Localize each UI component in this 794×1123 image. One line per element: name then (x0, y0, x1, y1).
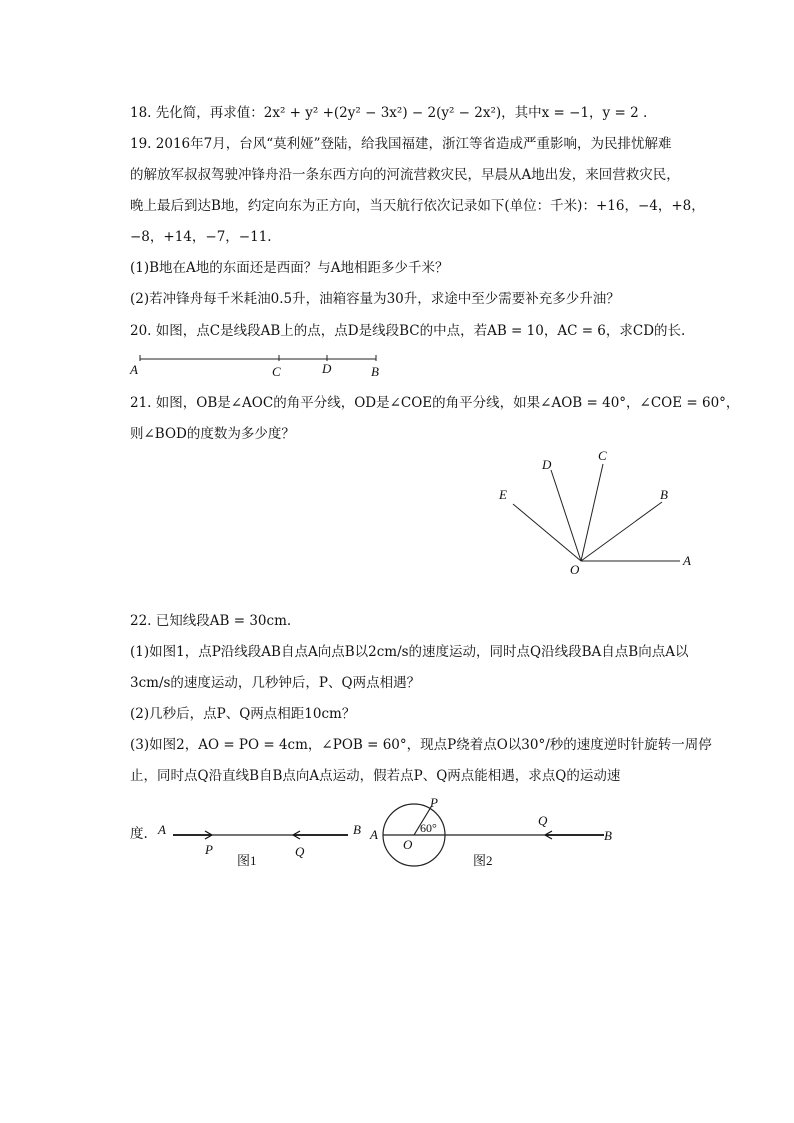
fig2-label-o: O (403, 837, 413, 852)
fig2-caption: 图2 (473, 853, 493, 868)
q18-line-1: 18. 先化简，再求值：2x² + y² +(2y² − 3x²) − 2(y² − 2x²)，其中x = −1，y = 2 . (130, 105, 648, 121)
q21-label-b: B (660, 487, 668, 502)
q21-line-1: 21. 如图，OB是∠AOC的角平分线，OD是∠COE的角平分线，如果∠AOB = 40°，∠COE = 60°， (130, 395, 740, 411)
q19-line-4: −8，+14，−7，−11. (130, 229, 272, 245)
q21-label-o: O (570, 562, 580, 577)
q22-figure-1 (150, 818, 370, 868)
q19-sub-1: (1)B地在A地的东面还是西面？与A地相距多少千米？ (130, 260, 449, 276)
q22-sub-3b: 止，同时点Q沿直线B自B点向A点运动，假若点P、Q两点能相遇，求点Q的运动速 (130, 768, 621, 784)
q20-label-c: C (272, 364, 281, 379)
fig1-label-a: A (158, 822, 166, 837)
q22-line-1: 22. 已知线段AB = 30cm. (130, 613, 292, 629)
q19-line-2: 的解放军叔叔驾驶冲锋舟沿一条东西方向的河流营救灾民，早晨从A地出发，来回营救灾民， (130, 167, 680, 183)
fig2-label-b: B (604, 828, 612, 843)
fig2-angle-label: 60° (420, 821, 437, 835)
q21-line-2: 则∠BOD的度数为多少度？ (130, 426, 295, 442)
q22-sub-1a: (1)如图1，点P沿线段AB自点A向点B以2cm/s的速度运动，同时点Q沿线段BA自点B向点A以 (130, 644, 689, 660)
q21-label-e: E (499, 487, 507, 502)
q21-label-d: D (542, 457, 552, 472)
fig1-label-p: P (205, 842, 213, 857)
q22-sub-3a: (3)如图2，AO = PO = 4cm，∠POB = 60°，现点P绕着点O以30°/秒的速度逆时针旋转一周停 (130, 737, 712, 753)
q21-angle-figure (490, 444, 705, 580)
q19-line-3: 晚上最后到达B地，约定向东为正方向，当天航行依次记录如下(单位：千米)：+16，−4，+8， (130, 198, 705, 214)
fig1-label-q: Q (295, 844, 305, 859)
q19-line-1: 19. 2016年7月，台风“莫利娅”登陆，给我国福建，浙江等省造成严重影响，为民排忧解难 (130, 136, 672, 152)
q22-sub-1b: 3cm/s的速度运动，几秒钟后，P、Q两点相遇？ (130, 675, 421, 691)
fig1-label-b: B (353, 822, 361, 837)
q20-label-a: A (130, 362, 138, 377)
q21-label-a: A (683, 553, 691, 568)
q19-sub-2: (2)若冲锋舟每千米耗油0.5升，油箱容量为30升，求途中至少需要补充多少升油？ (130, 291, 620, 307)
fig2-label-a: A (370, 827, 378, 842)
q21-label-c: C (598, 448, 607, 463)
fig1-caption: 图1 (237, 853, 257, 868)
q20-label-d: D (322, 361, 332, 376)
q20-label-b: B (371, 364, 379, 379)
q22-sub-2: (2)几秒后，点P、Q两点相距10cm？ (130, 706, 356, 722)
fig2-label-q: Q (538, 813, 548, 828)
q22-sub-3c: 度. (130, 826, 148, 842)
fig2-label-p: P (430, 795, 438, 810)
q20-segment-figure (128, 348, 388, 380)
q22-figure-2 (366, 794, 626, 872)
q20-line-1: 20. 如图，点C是线段AB上的点，点D是线段BC的中点，若AB = 10，AC = 6，求CD的长. (130, 323, 686, 339)
